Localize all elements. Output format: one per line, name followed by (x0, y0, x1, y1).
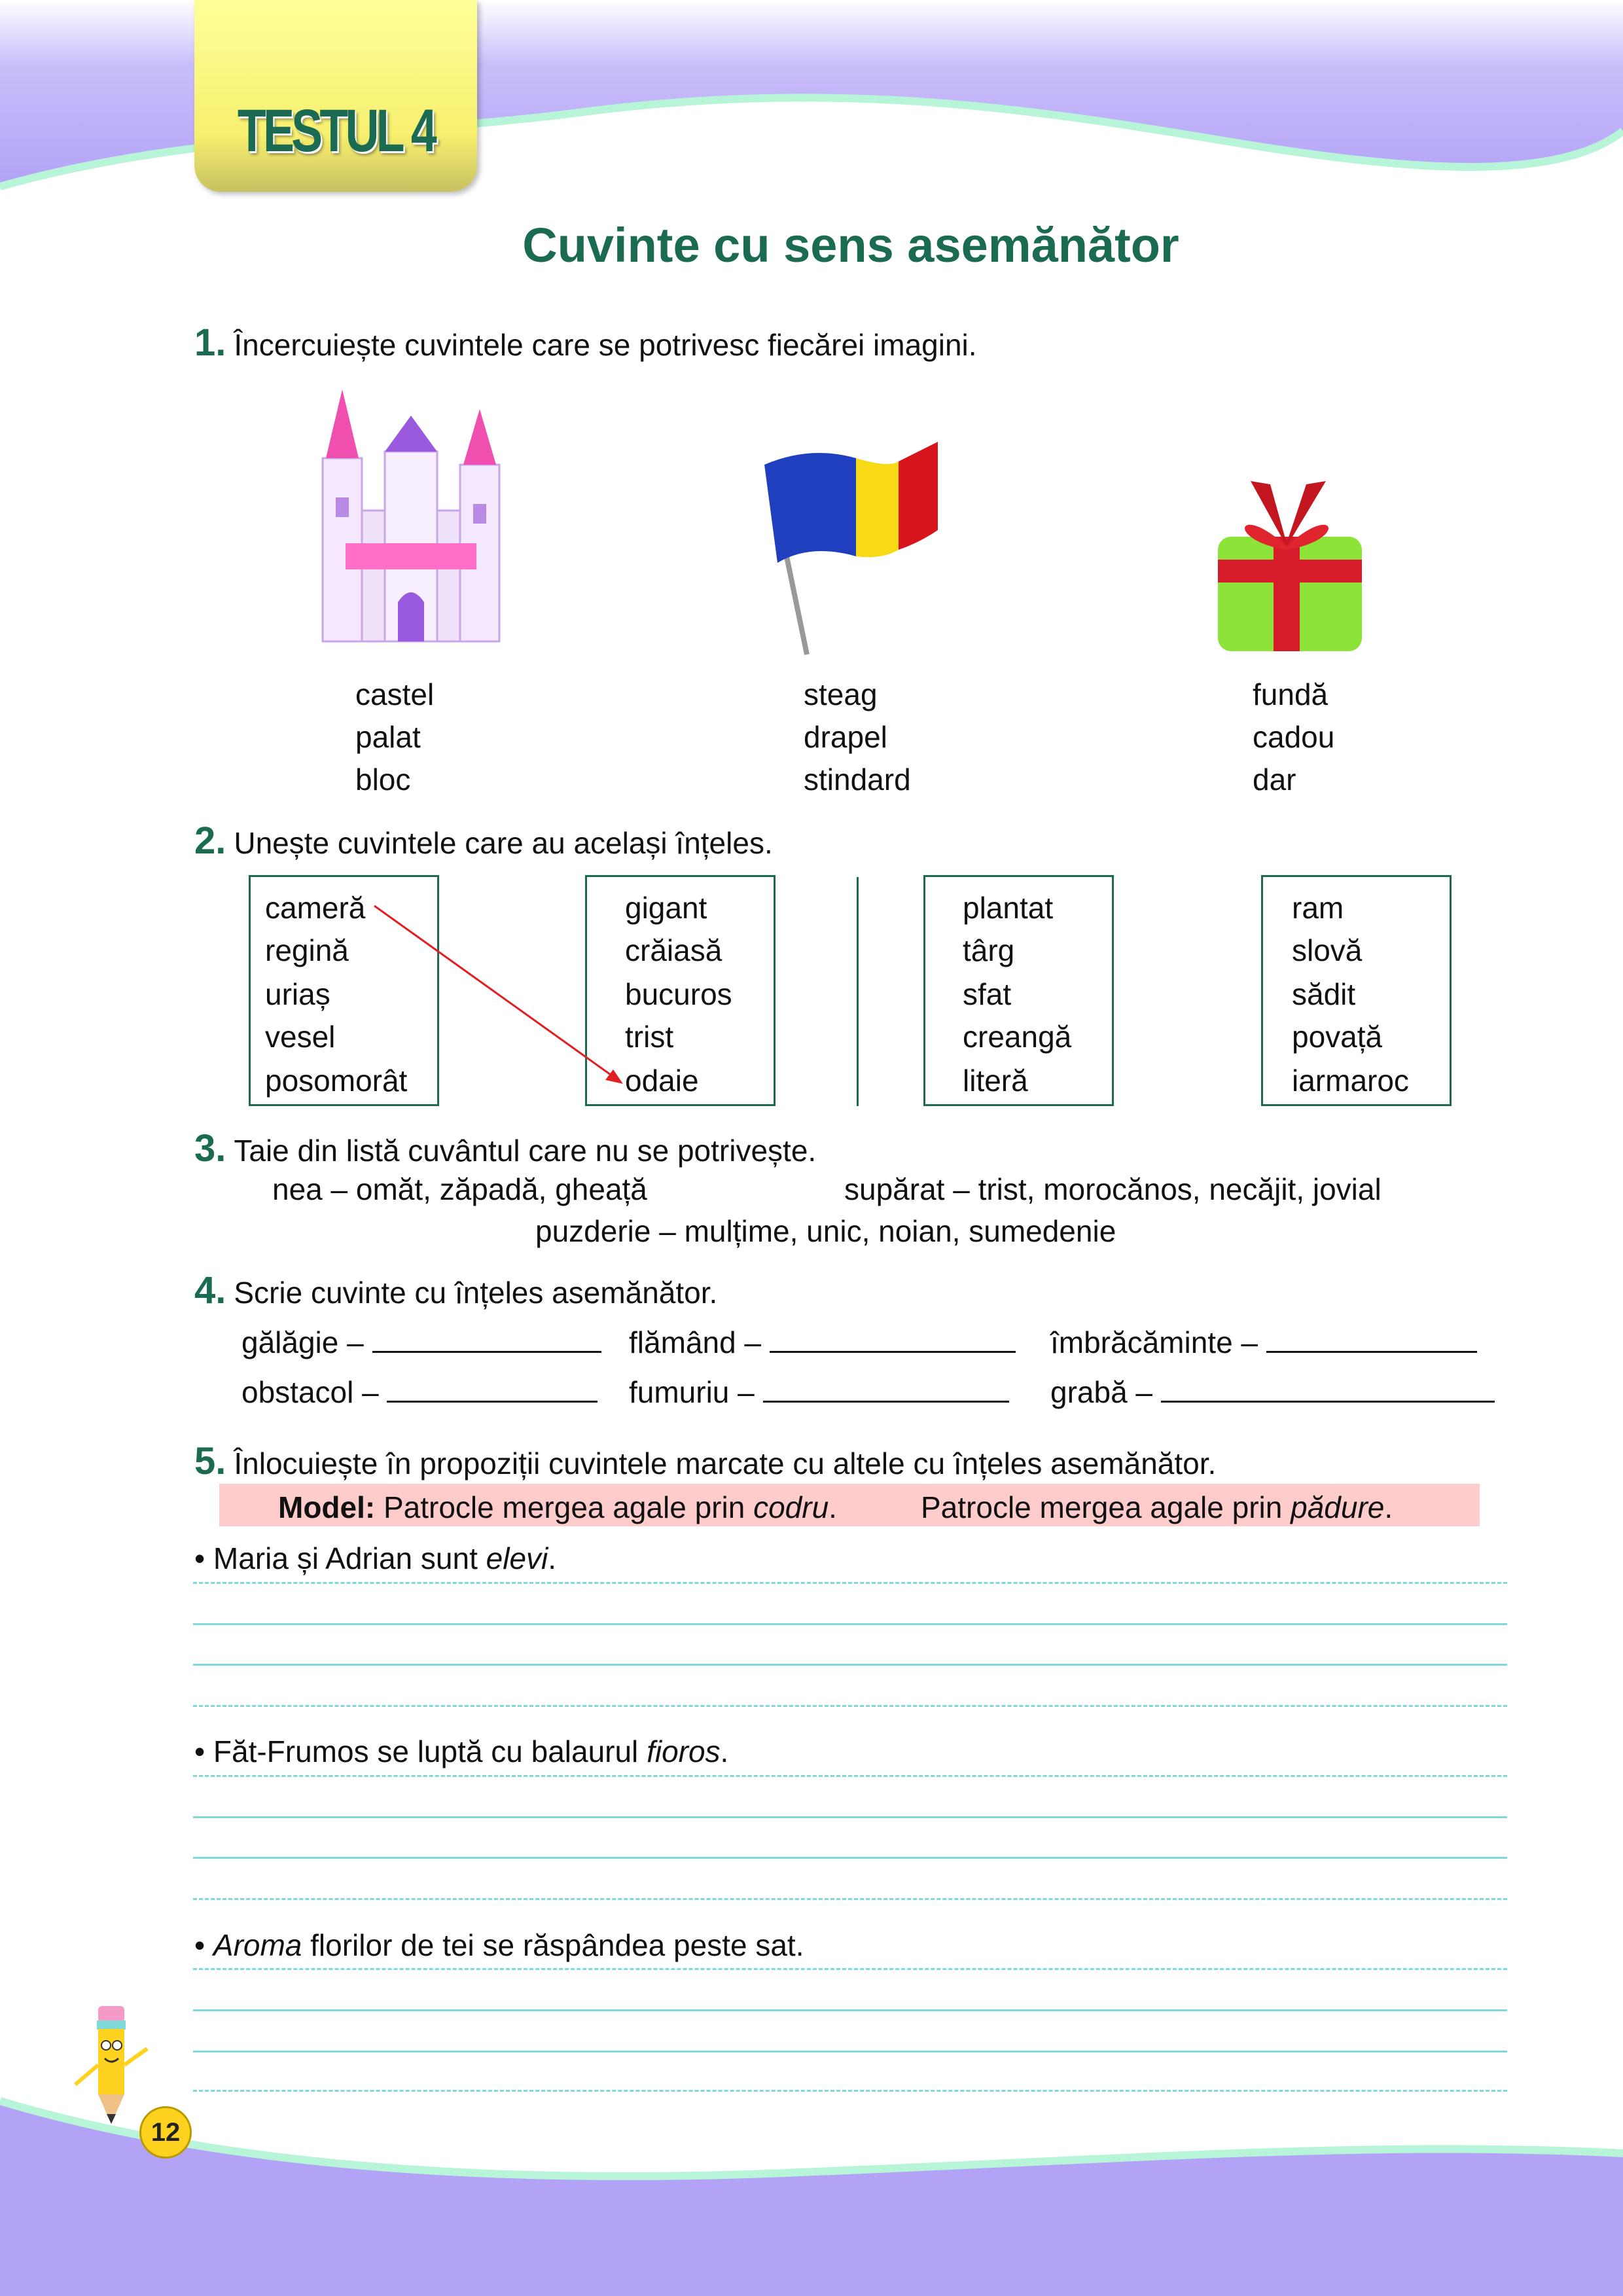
writing-line[interactable] (193, 1857, 1507, 1859)
flag-image (758, 432, 941, 658)
box-word[interactable]: literă (963, 1064, 1028, 1098)
word-option[interactable]: dar (1253, 762, 1296, 797)
model-label: Model: (278, 1490, 376, 1524)
box-word[interactable]: ram (1292, 891, 1344, 925)
ex3-instruction: Taie din listă cuvântul care nu se potrivește. (234, 1134, 817, 1168)
word-option[interactable]: castel (355, 677, 435, 711)
ex5-number: 5. (194, 1440, 226, 1482)
box-word[interactable]: iarmaroc (1292, 1064, 1409, 1098)
sentence-text: Făt-Frumos se luptă cu balaurul (213, 1734, 647, 1768)
test-label: TESTUL 4 (237, 98, 435, 164)
box-word[interactable]: bucuros (625, 977, 732, 1011)
writing-line[interactable] (193, 1623, 1507, 1625)
sentence-3 (194, 1930, 804, 1960)
box-word[interactable]: slovă (1292, 933, 1363, 967)
writing-line[interactable] (193, 1664, 1507, 1666)
item-label: obstacol – (241, 1375, 379, 1409)
word-list[interactable]: supărat – trist, morocănos, necăjit, jovial (844, 1172, 1382, 1206)
punct: . (829, 1490, 837, 1524)
punct: . (1384, 1490, 1393, 1524)
answer-blank[interactable] (1161, 1374, 1495, 1403)
box-word[interactable]: crăiasă (625, 933, 722, 967)
word-list[interactable]: nea – omăt, zăpadă, gheață (272, 1172, 647, 1206)
word-option[interactable]: palat (355, 720, 421, 754)
ex5-heading (194, 1440, 1217, 1482)
page-title: Cuvinte cu sens asemănător (522, 218, 1179, 272)
page-number: 12 (151, 2117, 181, 2147)
item-label: flămând – (629, 1325, 762, 1359)
sentence-2 (194, 1736, 728, 1767)
box-word[interactable]: creangă (963, 1020, 1072, 1054)
writing-line[interactable] (193, 1582, 1507, 1584)
sentence-text: . (720, 1734, 729, 1768)
model-word: pădure (1291, 1490, 1385, 1524)
divider (857, 877, 859, 1106)
model-sentence: Patrocle mergea agale prin (383, 1490, 754, 1524)
writing-line[interactable] (193, 1705, 1507, 1707)
box-word[interactable]: regină (265, 933, 349, 967)
bullet: • (194, 1734, 205, 1768)
item-label: grabă – (1050, 1375, 1153, 1409)
model-sentence: Patrocle mergea agale prin (921, 1490, 1291, 1524)
box-word[interactable]: odaie (625, 1064, 699, 1098)
writing-line[interactable] (193, 1898, 1507, 1900)
answer-blank[interactable] (387, 1374, 597, 1403)
sentence-1 (194, 1543, 556, 1573)
answer-blank[interactable] (372, 1325, 601, 1353)
word-option[interactable]: stindard (804, 762, 911, 797)
box-word[interactable]: sădit (1292, 977, 1356, 1011)
ex1-number: 1. (194, 321, 226, 364)
model-example (278, 1492, 837, 1522)
synonym-item (629, 1374, 1009, 1407)
box-word[interactable]: posomorât (265, 1064, 408, 1098)
word-option[interactable]: fundă (1253, 677, 1329, 711)
gift-image (1211, 475, 1368, 658)
marked-word: fioros (647, 1734, 721, 1768)
answer-blank[interactable] (1266, 1325, 1477, 1353)
box-word[interactable]: târg (963, 933, 1015, 967)
word-option[interactable]: bloc (355, 762, 411, 797)
marked-word: Aroma (213, 1928, 302, 1962)
synonym-item (629, 1325, 1016, 1357)
sentence-text: florilor de tei se răspândea peste sat. (302, 1928, 804, 1962)
ex4-number: 4. (194, 1269, 226, 1312)
ex4-instruction: Scrie cuvinte cu înțeles asemănător. (234, 1276, 718, 1310)
synonym-item (241, 1374, 597, 1407)
box-word[interactable]: plantat (963, 891, 1054, 925)
model-word: codru (753, 1490, 829, 1524)
box-word[interactable]: sfat (963, 977, 1012, 1011)
ex3-heading (194, 1127, 817, 1170)
ex2-instruction: Unește cuvintele care au același înțeles. (234, 826, 773, 860)
writing-line[interactable] (193, 2051, 1507, 2053)
item-label: fumuriu – (629, 1375, 755, 1409)
writing-line[interactable] (193, 1968, 1507, 1970)
writing-line[interactable] (193, 1816, 1507, 1818)
synonym-item (241, 1325, 601, 1357)
bullet: • (194, 1541, 205, 1575)
box-word[interactable]: uriaș (265, 977, 330, 1011)
item-label: gălăgie – (241, 1325, 364, 1359)
box-word[interactable]: gigant (625, 891, 707, 925)
example-link-arrow (0, 0, 654, 1113)
item-label: îmbrăcăminte – (1050, 1325, 1258, 1359)
word-list[interactable]: puzderie – mulțime, unic, noian, sumedenie (535, 1214, 1116, 1248)
box-word[interactable]: trist (625, 1020, 674, 1054)
word-option[interactable]: drapel (804, 720, 887, 754)
ex3-number: 3. (194, 1127, 226, 1170)
model-answer (921, 1492, 1393, 1522)
word-option[interactable]: cadou (1253, 720, 1335, 754)
answer-blank[interactable] (770, 1325, 1016, 1353)
writing-line[interactable] (193, 1775, 1507, 1777)
sentence-text: . (548, 1541, 557, 1575)
pencil-mascot-icon (69, 2000, 154, 2130)
ex1-instruction: Încercuiește cuvintele care se potrivesc fiecărei imagini. (234, 328, 977, 362)
box-word[interactable]: povață (1292, 1020, 1383, 1054)
synonym-item (1050, 1374, 1495, 1407)
ex2-number: 2. (194, 819, 226, 862)
ex5-instruction: Înlocuiește în propoziții cuvintele marcate cu altele cu înțeles asemănător. (234, 1446, 1217, 1480)
synonym-item (1050, 1325, 1477, 1357)
ex4-heading (194, 1269, 718, 1312)
box-word[interactable]: cameră (265, 891, 366, 925)
page-number-badge (139, 2106, 192, 2159)
word-option[interactable]: steag (804, 677, 878, 711)
marked-word: elevi (486, 1541, 548, 1575)
answer-blank[interactable] (763, 1374, 1009, 1403)
writing-line[interactable] (193, 2009, 1507, 2011)
sentence-text: Maria și Adrian sunt (213, 1541, 486, 1575)
bullet: • (194, 1928, 205, 1962)
box-word[interactable]: vesel (265, 1020, 336, 1054)
footer-wave (0, 2081, 1623, 2296)
